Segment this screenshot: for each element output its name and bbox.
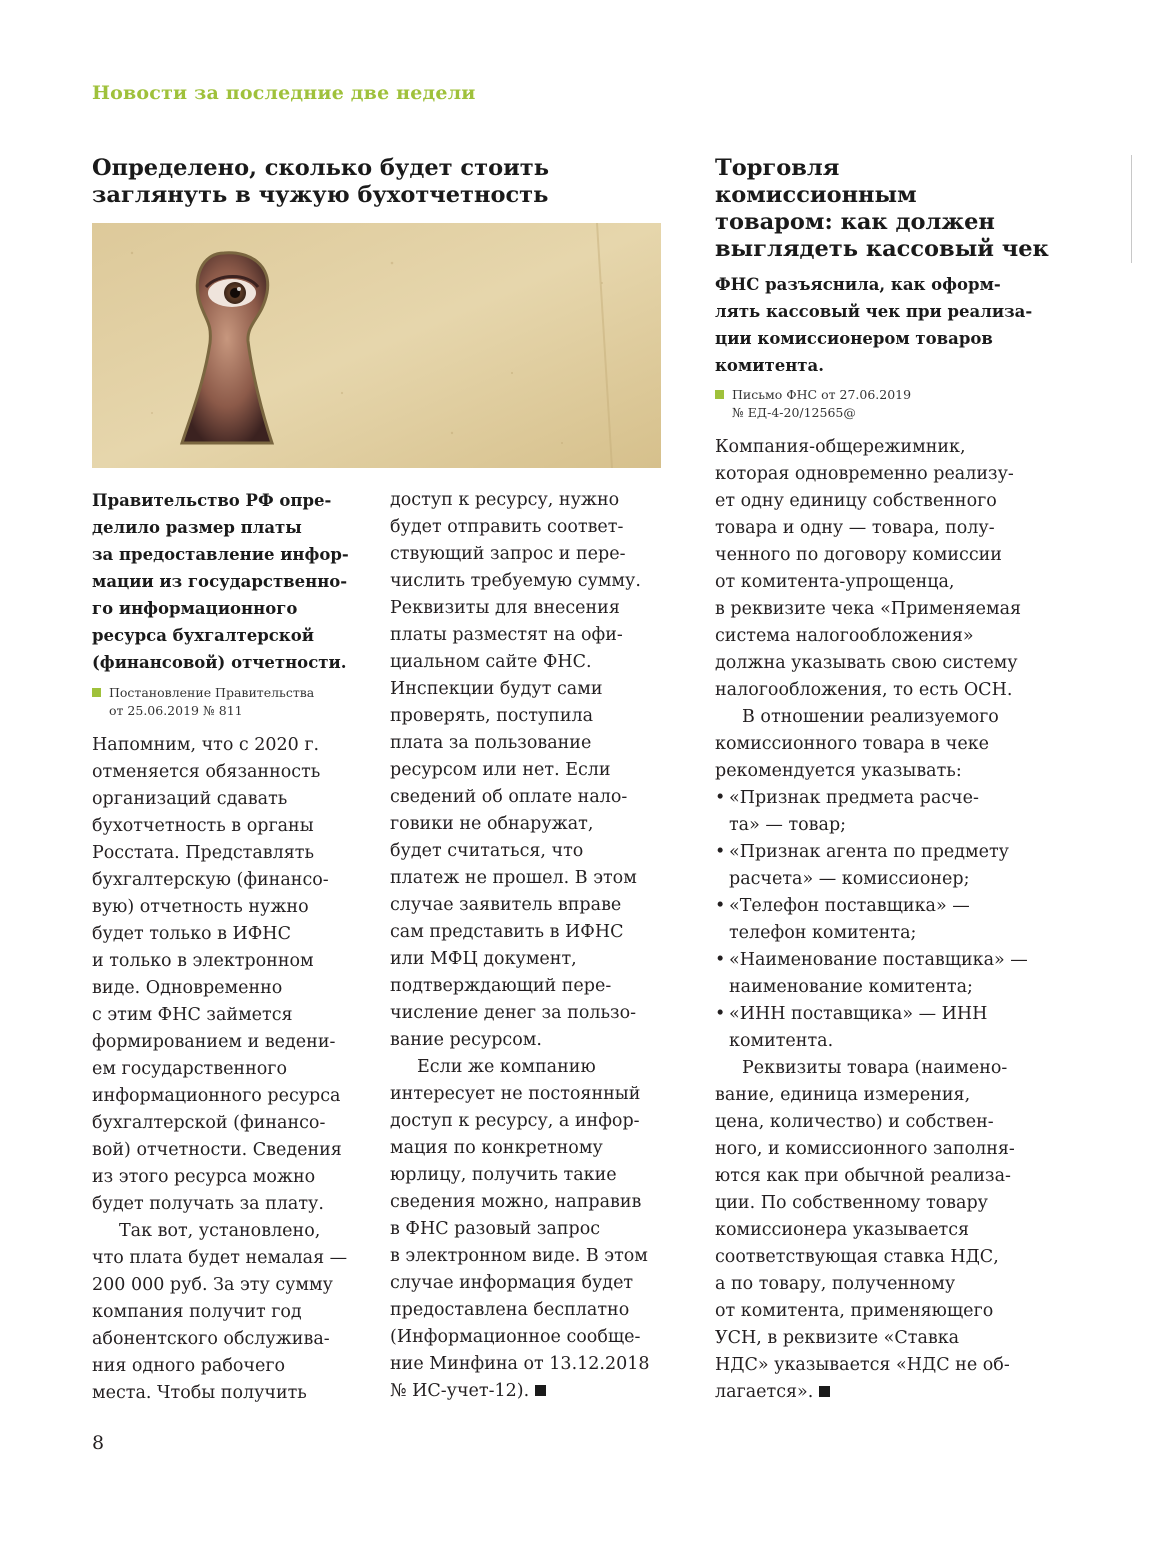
text-line: Так вот, установлено, [119,1221,321,1241]
text-line: должна указывать свою систему [715,653,1018,673]
text-line: (Информационное сообще- [390,1327,641,1347]
title-line: комиссионным [715,182,917,208]
text-line: ного, и комиссионного заполня- [715,1139,1015,1159]
title-line: заглянуть в чужую бухотчетность [92,182,549,208]
lead-line: делило размер платы [92,518,302,537]
end-of-article-icon [819,1386,830,1397]
text-line: отменяется обязанность [92,762,321,782]
bullet-item-continuation: та» — товар; [729,815,847,835]
text-line: предоставлена бесплатно [390,1300,630,1320]
article-right-column [715,434,1028,1406]
text-line: соответствующая ставка НДС, [715,1247,999,1267]
source-line: Постановление Правительства [109,685,315,700]
lead-line: за предоставление инфор- [92,545,349,564]
last-line-text: лагается». [715,1382,814,1402]
text-line: говики не обнаружат, [390,814,594,834]
text-line: 200 000 руб. За эту сумму [92,1275,333,1295]
text-line: сведения можно, направив [390,1192,642,1212]
text-line: ются как при обычной реализа- [715,1166,1011,1186]
text-line: комиссионного товара в чеке [715,734,990,754]
text-line: интересует не постоянный [390,1084,641,1104]
text-line: информационного ресурса [92,1086,341,1106]
text-line: будет только в ИФНС [92,924,291,944]
text-line: комиссионера указывается [715,1220,970,1240]
text-line: числение денег за пользо- [390,1003,637,1023]
title-line: Определено, сколько будет стоить [92,155,549,181]
article-left-lead [92,487,349,676]
text-line: Напомним, что с 2020 г. [92,735,320,755]
bullet-item: • «Наименование поставщика» — [715,947,1028,974]
text-line: вой) отчетности. Сведения [92,1140,342,1160]
keyhole-eye-photo [92,223,661,468]
lead-line: Правительство РФ опре- [92,491,332,510]
text-line: товара и одну — товара, полу- [715,518,995,538]
text-line: сведений об оплате нало- [390,787,628,807]
bullet-item-continuation: телефон комитента; [729,923,917,943]
bullet-item-continuation: комитента. [729,1031,834,1051]
text-line: которая одновременно реализу- [715,464,1014,484]
text-line: Реквизиты для внесения [390,598,620,618]
lead-line: мации из государственно- [92,572,348,591]
text-line: или МФЦ документ, [390,949,577,969]
bullet-item: • «Признак агента по предмету [715,839,1028,866]
text-line [715,1379,1028,1406]
text-line: цена, количество) и собствен- [715,1112,994,1132]
text-line: рекомендуется указывать: [715,761,962,781]
lead-line: лять кассовый чек при реализа- [715,302,1033,321]
text-line: от комитента-упрощенца, [715,572,955,592]
text-line: НДС» указывается «НДС не об- [715,1355,1010,1375]
text-line: ем государственного [92,1059,288,1079]
article-right-source [715,386,911,422]
text-line: места. Чтобы получить [92,1383,307,1403]
section-label: Новости за последние две недели [92,82,476,104]
text-line: вание ресурсом. [390,1030,542,1050]
text-line: ствующий запрос и пере- [390,544,626,564]
text-line: случае заявитель вправе [390,895,622,915]
margin-rule [1131,155,1132,263]
lead-line: го информационного [92,599,298,618]
text-line: платы разместят на офи- [390,625,623,645]
article-left-column-2 [390,487,650,1405]
text-line: циальном сайте ФНС. [390,652,592,672]
text-line: сам представить в ИФНС [390,922,624,942]
text-line: Реквизиты товара (наимено- [742,1058,1008,1078]
text-line: мация по конкретному [390,1138,603,1158]
text-line: налогообложения, то есть ОСН. [715,680,1013,700]
article-left-source [92,684,314,720]
text-line: с этим ФНС займется [92,1005,293,1025]
text-line: организаций сдавать [92,789,288,809]
text-line: виде. Одновременно [92,978,283,998]
text-line: УСН, в реквизите «Ставка [715,1328,960,1348]
text-line: из этого ресурса можно [92,1167,316,1187]
text-line: и только в электронном [92,951,314,971]
bullet-item: • «Признак предмета расче- [715,785,1028,812]
text-line: бухгалтерскую (финансо- [92,870,329,890]
title-line: выглядеть кассовый чек [715,236,1049,262]
text-line: компания получит год [92,1302,302,1322]
text-line: система налогообложения» [715,626,974,646]
text-line: будет получать за плату. [92,1194,324,1214]
text-line: будет считаться, что [390,841,584,861]
source-line: № ЕД-4-20/12565@ [732,405,856,420]
text-line: платеж не прошел. В этом [390,868,637,888]
text-line: числить требуемую сумму. [390,571,641,591]
title-line: товаром: как должен [715,209,995,235]
text-line: ции. По собственному товару [715,1193,988,1213]
text-line: Компания-общережимник, [715,437,966,457]
lead-line: комитента. [715,356,824,375]
text-line: юрлицу, получить такие [390,1165,617,1185]
source-line: Письмо ФНС от 27.06.2019 [732,387,912,402]
text-line: Росстата. Представлять [92,843,314,863]
title-line: Торговля [715,155,840,181]
text-line: бухотчетность в органы [92,816,314,836]
text-line: ние Минфина от 13.12.2018 [390,1354,650,1374]
text-line: будет отправить соответ- [390,517,624,537]
page-number: 8 [92,1432,105,1454]
article-left-column-1 [92,732,347,1407]
text-line: ресурсом или нет. Если [390,760,611,780]
text-line: Если же компанию [417,1057,596,1077]
source-square-icon [92,688,101,697]
text-line: доступ к ресурсу, нужно [390,490,620,510]
text-line: в электронном виде. В этом [390,1246,648,1266]
lead-line: ции комиссионером товаров [715,329,993,348]
text-line: ченного по договору комиссии [715,545,1002,565]
lead-line: ресурса бухгалтерской [92,626,314,645]
article-right-title [715,155,1049,263]
text-line [390,1378,650,1405]
text-line: проверять, поступила [390,706,594,726]
last-line-text: № ИС-учет-12). [390,1381,530,1401]
text-line: вание, единица измерения, [715,1085,971,1105]
text-line: Инспекции будут сами [390,679,603,699]
article-left-title [92,155,549,209]
text-line: плата за пользование [390,733,592,753]
text-line: ет одну единицу собственного [715,491,997,511]
article-right-lead [715,271,1032,379]
text-line: вую) отчетность нужно [92,897,309,917]
lead-line: (финансовой) отчетности. [92,653,347,672]
lead-line: ФНС разъяснила, как оформ- [715,275,1001,294]
text-line: В отношении реализуемого [742,707,999,727]
text-line: а по товару, полученному [715,1274,956,1294]
text-line: в ФНС разовый запрос [390,1219,601,1239]
bullet-item: • «Телефон поставщика» — [715,893,1028,920]
text-line: подтверждающий пере- [390,976,612,996]
text-line: абонентского обслужива- [92,1329,330,1349]
bullet-item-continuation: расчета» — комиссионер; [729,869,970,889]
text-line: доступ к ресурсу, а инфор- [390,1111,640,1131]
text-line: в реквизите чека «Применяемая [715,599,1022,619]
end-of-article-icon [535,1385,546,1396]
bullet-item: • «ИНН поставщика» — ИНН [715,1001,1028,1028]
bullet-item-continuation: наименование комитента; [729,977,973,997]
text-line: случае информация будет [390,1273,634,1293]
text-line: от комитента, применяющего [715,1301,994,1321]
text-line: ния одного рабочего [92,1356,286,1376]
text-line: что плата будет немалая — [92,1248,348,1268]
text-line: бухгалтерской (финансо- [92,1113,326,1133]
text-line: формированием и ведени- [92,1032,336,1052]
source-line: от 25.06.2019 № 811 [109,703,243,718]
source-square-icon [715,390,724,399]
